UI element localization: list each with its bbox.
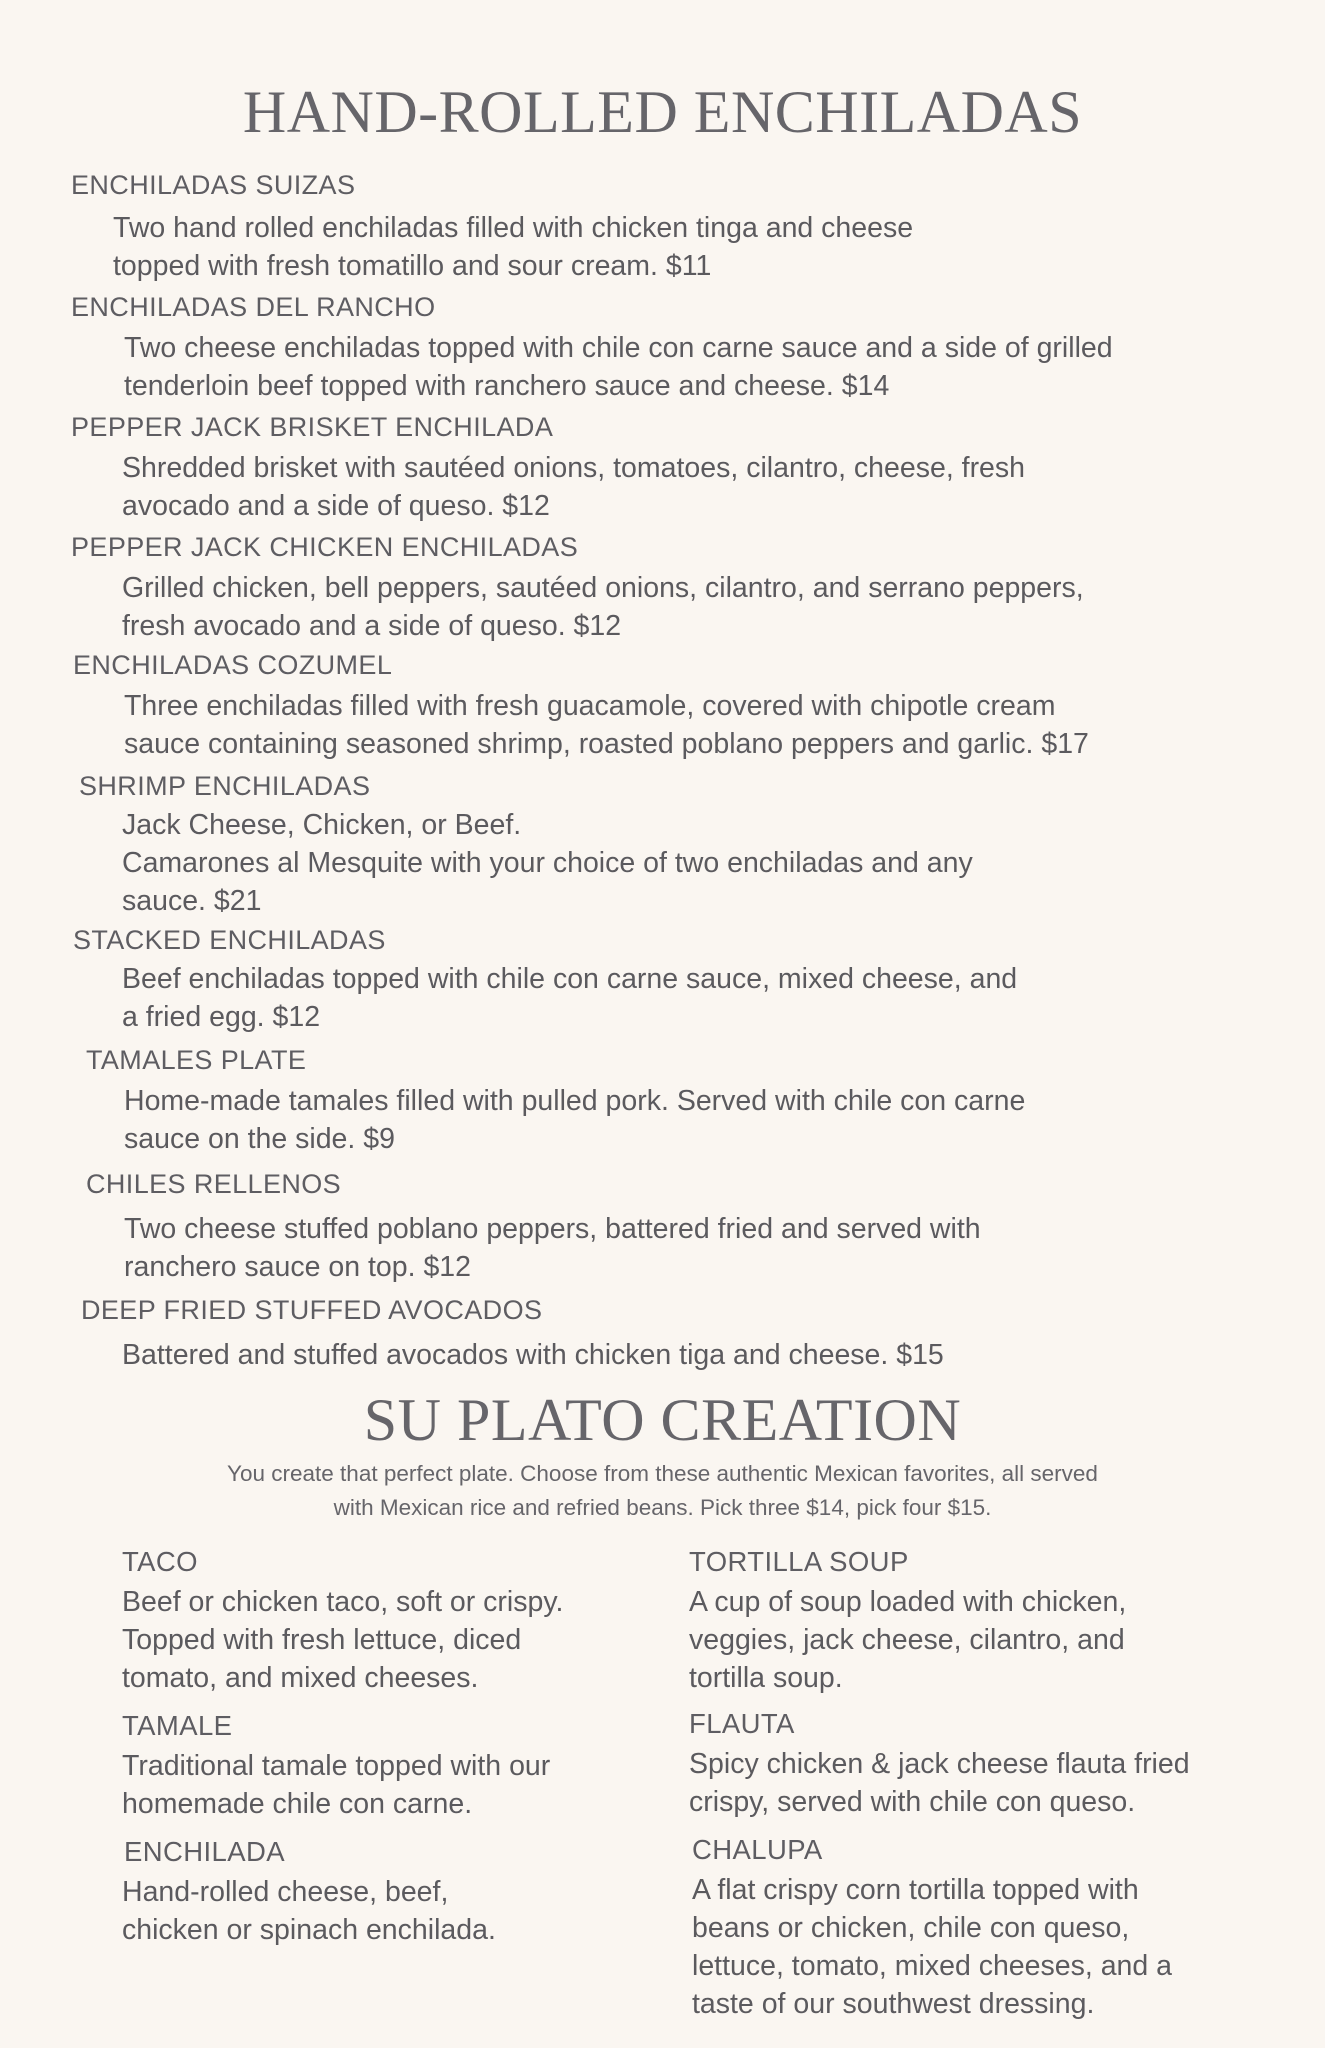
description-line: homemade chile con carne. xyxy=(122,1788,473,1820)
menu-item-description xyxy=(122,449,1025,525)
description-line: A cup of soup loaded with chicken, xyxy=(689,1586,1127,1618)
description-line: sauce. $21 xyxy=(122,885,262,917)
description-line: chicken or spinach enchilada. xyxy=(122,1914,496,1946)
description-line: Shredded brisket with sautéed onions, tomatoes, cilantro, cheese, fresh xyxy=(122,452,1026,484)
plate-option-name: FLAUTA xyxy=(689,1708,795,1739)
description-line: Two cheese enchiladas topped with chile con carne sauce and a side of grilled xyxy=(124,332,1113,364)
menu-item-name: PEPPER JACK CHICKEN ENCHILADAS xyxy=(71,532,579,562)
description-line: Spicy chicken & jack cheese flauta fried xyxy=(689,1748,1190,1780)
description-line: Beef or chicken taco, soft or crispy. xyxy=(122,1586,564,1618)
description-line: Home-made tamales filled with pulled pork. Served with chile con carne xyxy=(124,1085,1026,1117)
plate-option-name: ENCHILADA xyxy=(124,1836,285,1867)
menu-item-name: ENCHILADAS DEL RANCHO xyxy=(71,292,436,322)
description-line: topped with fresh tomatillo and sour cream. $11 xyxy=(113,250,712,282)
description-line: tortilla soup. xyxy=(689,1662,843,1694)
plate-option-description xyxy=(122,1747,550,1823)
plate-option-name: TORTILLA SOUP xyxy=(689,1546,909,1577)
plate-option-name: TAMALE xyxy=(122,1710,233,1741)
menu-item-description xyxy=(124,687,1089,763)
menu-item-description xyxy=(122,569,1084,645)
plate-option-description xyxy=(692,1871,1172,2023)
menu-item-description xyxy=(124,329,1113,405)
menu-item-name: DEEP FRIED STUFFED AVOCADOS xyxy=(81,1295,543,1325)
intro-line: with Mexican rice and refried beans. Pick three $14, pick four $15. xyxy=(333,1495,992,1520)
menu-item-description xyxy=(124,1082,1025,1158)
description-line: avocado and a side of queso. $12 xyxy=(122,490,550,522)
description-line: ranchero sauce on top. $12 xyxy=(124,1251,471,1283)
menu-item-name: STACKED ENCHILADAS xyxy=(73,925,386,955)
description-line: Beef enchiladas topped with chile con carne sauce, mixed cheese, and xyxy=(122,963,1018,995)
description-line: Two hand rolled enchiladas filled with chicken tinga and cheese xyxy=(113,212,914,244)
description-line: beans or chicken, chile con queso, xyxy=(692,1912,1130,1944)
description-line: Hand-rolled cheese, beef, xyxy=(122,1876,449,1908)
description-line: Grilled chicken, bell peppers, sautéed onions, cilantro, and serrano peppers, xyxy=(122,572,1084,604)
description-line: A flat crispy corn tortilla topped with xyxy=(692,1874,1139,1906)
section-title-su-plato: SU PLATO CREATION xyxy=(363,1387,962,1453)
description-line: Traditional tamale topped with our xyxy=(122,1750,551,1782)
description-line: Two cheese stuffed poblano peppers, battered fried and served with xyxy=(124,1213,981,1245)
menu-item-description xyxy=(122,1336,944,1374)
menu-item-description xyxy=(122,806,973,920)
description-line: fresh avocado and a side of queso. $12 xyxy=(122,610,622,642)
description-line: Jack Cheese, Chicken, or Beef. xyxy=(122,809,522,841)
description-line: tenderloin beef topped with ranchero sauce and cheese. $14 xyxy=(124,370,890,402)
plate-option-description xyxy=(122,1583,563,1697)
menu-item-name: TAMALES PLATE xyxy=(86,1045,307,1075)
description-line: a fried egg. $12 xyxy=(122,1001,321,1033)
menu-item-name: SHRIMP ENCHILADAS xyxy=(79,771,371,801)
plate-option-description xyxy=(689,1745,1190,1821)
menu-item-name: CHILES RELLENOS xyxy=(86,1169,342,1199)
description-line: sauce containing seasoned shrimp, roasted poblano peppers and garlic. $17 xyxy=(124,728,1089,760)
description-line: lettuce, tomato, mixed cheeses, and a xyxy=(692,1950,1173,1982)
description-line: Topped with fresh lettuce, diced xyxy=(122,1624,522,1656)
intro-line: You create that perfect plate. Choose from these authentic Mexican favorites, all served xyxy=(227,1461,1098,1486)
menu-item-description xyxy=(113,209,913,285)
plate-option-description xyxy=(689,1583,1126,1697)
plate-option-description xyxy=(122,1873,496,1949)
su-plato-intro xyxy=(0,1457,1325,1525)
description-line: sauce on the side. $9 xyxy=(124,1123,395,1155)
description-line: crispy, served with chile con queso. xyxy=(689,1786,1136,1818)
description-line: veggies, jack cheese, cilantro, and xyxy=(689,1624,1125,1656)
menu-item-name: ENCHILADAS SUIZAS xyxy=(71,170,356,200)
section-title-enchiladas: HAND-ROLLED ENCHILADAS xyxy=(242,79,1083,145)
description-line: tomato, and mixed cheeses. xyxy=(122,1662,479,1694)
menu-item-name: PEPPER JACK BRISKET ENCHILADA xyxy=(71,412,554,442)
menu-item-description xyxy=(124,1210,981,1286)
description-line: Battered and stuffed avocados with chicken tiga and cheese. $15 xyxy=(122,1339,944,1371)
plate-option-name: TACO xyxy=(122,1546,198,1577)
plate-option-name: CHALUPA xyxy=(692,1834,823,1865)
description-line: Camarones al Mesquite with your choice of two enchiladas and any xyxy=(122,847,973,879)
menu-item-name: ENCHILADAS COZUMEL xyxy=(73,650,393,680)
menu-item-description xyxy=(122,960,1017,1036)
description-line: Three enchiladas filled with fresh guacamole, covered with chipotle cream xyxy=(124,690,1056,722)
description-line: taste of our southwest dressing. xyxy=(692,1988,1095,2020)
